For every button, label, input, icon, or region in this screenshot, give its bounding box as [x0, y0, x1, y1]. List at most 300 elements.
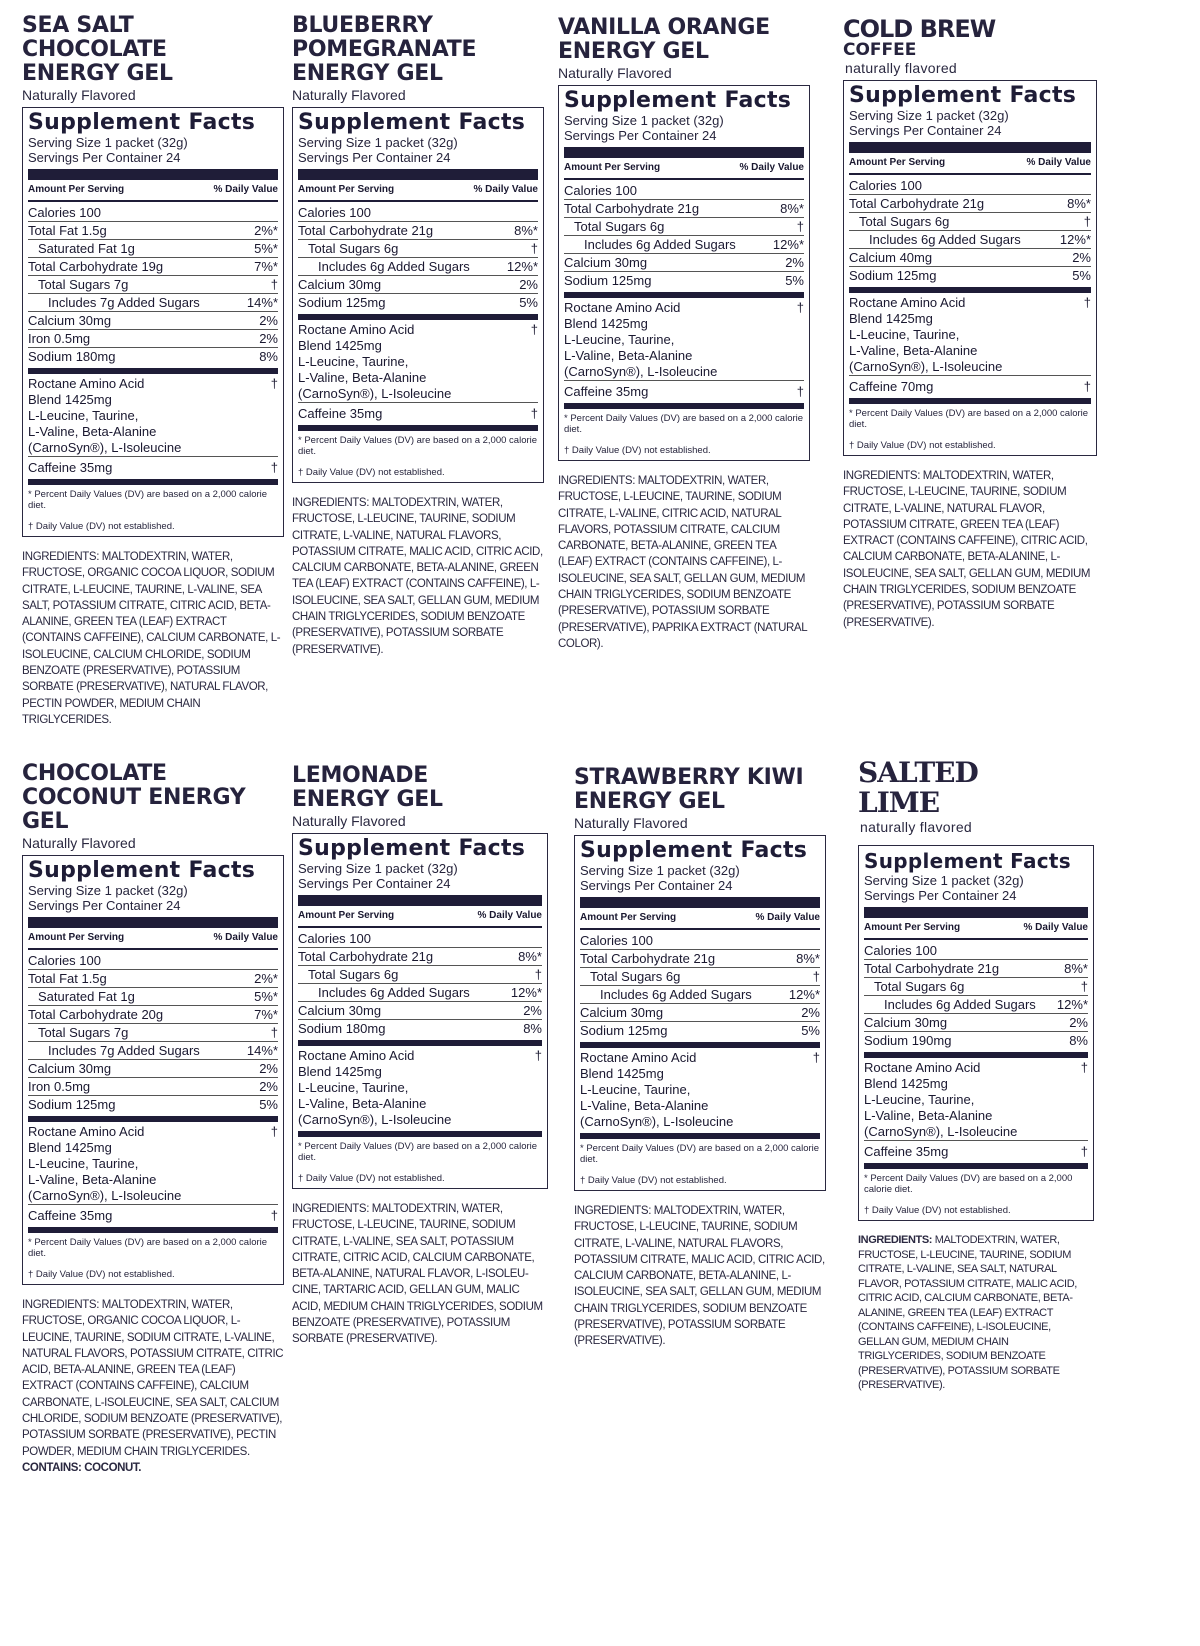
nutrient-dv: 8%* — [1064, 961, 1088, 976]
footnote-dagger: † Daily Value (DV) not established. — [298, 467, 445, 478]
caffeine-row — [28, 456, 278, 476]
blend-text: Roctane Amino Acid Blend 1425mg L-Leucine, Taurine, L-Valine, Beta-Alanine (CarnoSyn®), L-Isoleucine — [864, 1060, 1018, 1139]
footnote-dv: * Percent Daily Values (DV) are based on a 2,000 calorie diet. — [298, 435, 538, 457]
nutrient-label: Iron 0.5mg — [28, 1079, 91, 1094]
serving-size: Serving Size 1 packet (32g) — [864, 873, 1024, 888]
footnote-dagger: † Daily Value (DV) not established. — [580, 1175, 727, 1186]
dv-label: % Daily Value — [1026, 157, 1091, 168]
facts-heading: Supplement Facts — [28, 110, 256, 135]
nutrient-row — [864, 942, 1088, 960]
divider-bar — [864, 1163, 1088, 1169]
divider-bar — [28, 917, 278, 928]
blend-dv: † — [270, 1124, 278, 1139]
nutrient-row — [28, 312, 278, 330]
product-subtitle: Naturally Flavored — [22, 835, 136, 851]
ingredients-text: MALTODEXTRIN, WATER, FRUCTOSE, ORGANIC COCOA LIQUOR, SODIUM CITRATE, L-LEUCINE, TAURINE, L-VALINE, SEA SALT, POTASSIUM CITRATE, CITRIC ACID, BETA-ALANINE, GREEN TEA (LEAF) EXTRACT (CONTAINS CAFFEINE), CALCIUM CARBONATE, L-ISOLEUCINE, CALCIUM CHLORIDE, SODIUM BENZOATE (PRESERVATIVE), POTASSIUM SORBATE (PRESERVATIVE), NATURAL FLAVOR, PECTIN POWDER, MEDIUM CHAIN TRIGLYCERIDES. — [22, 551, 281, 726]
amount-header — [298, 183, 538, 202]
ingredients-lead: INGREDIENTS: — [558, 475, 638, 487]
divider-bar — [580, 1133, 820, 1139]
servings-per-container: Servings Per Container 24 — [28, 898, 181, 913]
divider-bar — [28, 479, 278, 485]
nutrient-label: Total Carbohydrate 21g — [298, 223, 434, 238]
blend-text: Roctane Amino Acid Blend 1425mg L-Leucine, Taurine, L-Valine, Beta-Alanine (CarnoSyn®), L-Isoleucine — [580, 1050, 734, 1129]
nutrient-dv: 8%* — [514, 223, 538, 238]
blend-text: Roctane Amino Acid Blend 1425mg L-Leucine, Taurine, L-Valine, Beta-Alanine (CarnoSyn®), L-Isoleucine — [28, 376, 182, 455]
amino-blend — [864, 1060, 1088, 1140]
nutrient-row — [849, 213, 1091, 231]
supplement-facts-panel — [292, 833, 548, 1189]
servings-per-container: Servings Per Container 24 — [564, 128, 717, 143]
nutrient-row — [28, 1024, 278, 1042]
nutrient-dv: 12%* — [1056, 997, 1088, 1012]
blend-dv: † — [270, 376, 278, 391]
nutrient-row — [28, 294, 278, 312]
amount-label: Amount Per Serving — [28, 184, 125, 195]
nutrient-dv: 2% — [785, 255, 804, 270]
divider-bar — [298, 1131, 542, 1137]
footnote-dagger: † Daily Value (DV) not established. — [298, 1173, 445, 1184]
product-title: COLD BREW — [843, 15, 996, 43]
dv-label: % Daily Value — [213, 932, 278, 943]
serving-size: Serving Size 1 packet (32g) — [849, 108, 1009, 123]
amount-label: Amount Per Serving — [298, 184, 395, 195]
amount-label: Amount Per Serving — [298, 910, 395, 921]
nutrient-dv: † — [530, 241, 538, 256]
nutrient-row — [298, 948, 542, 966]
amino-blend — [28, 1124, 278, 1204]
caffeine-label: Caffeine 35mg — [564, 384, 649, 399]
caffeine-dv: † — [1083, 379, 1091, 394]
product-strawberry-kiwi — [574, 766, 826, 1350]
nutrient-row — [564, 218, 804, 236]
divider-bar — [28, 1227, 278, 1233]
contains-text: CONTAINS: COCONUT. — [22, 1461, 142, 1474]
serving-size: Serving Size 1 packet (32g) — [298, 135, 458, 150]
nutrient-dv: 5% — [785, 273, 804, 288]
servings-per-container: Servings Per Container 24 — [580, 878, 733, 893]
ingredients-lead: INGREDIENTS: — [858, 1234, 935, 1246]
nutrient-label: Includes 6g Added Sugars — [584, 237, 736, 252]
nutrient-dv: 12%* — [510, 985, 542, 1000]
servings-per-container: Servings Per Container 24 — [849, 123, 1002, 138]
caffeine-row — [28, 1204, 278, 1224]
nutrient-label: Sodium 125mg — [564, 273, 652, 288]
divider-bar — [298, 1040, 542, 1046]
nutrient-dv: 8% — [259, 349, 278, 364]
nutrient-row — [28, 1078, 278, 1096]
nutrient-dv: 5% — [259, 1097, 278, 1112]
caffeine-dv: † — [270, 460, 278, 475]
nutrient-dv: 8%* — [518, 949, 542, 964]
nutrient-dv: 5% — [519, 295, 538, 310]
caffeine-row — [864, 1140, 1088, 1160]
nutrient-row — [28, 970, 278, 988]
nutrient-row — [28, 240, 278, 258]
caffeine-label: Caffeine 35mg — [864, 1144, 949, 1159]
product-title: SEA SALT CHOCOLATE ENERGY GEL — [22, 13, 173, 86]
servings-per-container: Servings Per Container 24 — [864, 888, 1017, 903]
nutrient-label: Calcium 30mg — [298, 277, 382, 292]
blend-text: Roctane Amino Acid Blend 1425mg L-Leucine, Taurine, L-Valine, Beta-Alanine (CarnoSyn®), L-Isoleucine — [298, 322, 452, 401]
caffeine-label: Caffeine 35mg — [28, 1208, 113, 1223]
product-subtitle: Naturally Flavored — [292, 813, 406, 829]
nutrient-label: Sodium 125mg — [849, 268, 937, 283]
nutrient-label: Calories 100 — [28, 953, 101, 968]
serving-size: Serving Size 1 packet (32g) — [580, 863, 740, 878]
nutrient-label: Calcium 30mg — [28, 313, 112, 328]
supplement-facts-panel — [858, 845, 1094, 1221]
facts-heading: Supplement Facts — [298, 110, 526, 135]
product-title: LEMONADE ENERGY GEL — [292, 763, 443, 812]
dv-label: % Daily Value — [1023, 922, 1088, 933]
divider-bar — [580, 1042, 820, 1048]
nutrient-dv: † — [270, 1025, 278, 1040]
nutrient-label: Total Carbohydrate 21g — [298, 949, 434, 964]
nutrient-dv: 5% — [801, 1023, 820, 1038]
caffeine-row — [298, 402, 538, 422]
ingredients — [292, 1201, 548, 1348]
nutrient-dv: 2% — [1069, 1015, 1088, 1030]
product-sea-salt-chocolate — [22, 14, 284, 728]
nutrient-dv: 8% — [1069, 1033, 1088, 1048]
nutrient-label: Iron 0.5mg — [28, 331, 91, 346]
footnote-dagger: † Daily Value (DV) not established. — [564, 445, 711, 456]
nutrient-dv: 14%* — [246, 295, 278, 310]
blend-text: Roctane Amino Acid Blend 1425mg L-Leucine, Taurine, L-Valine, Beta-Alanine (CarnoSyn®), L-Isoleucine — [28, 1124, 182, 1203]
servings-per-container: Servings Per Container 24 — [28, 150, 181, 165]
ingredients — [574, 1203, 826, 1350]
nutrient-label: Total Fat 1.5g — [28, 971, 107, 986]
divider-bar — [28, 169, 278, 180]
nutrient-dv: 8%* — [780, 201, 804, 216]
servings-per-container: Servings Per Container 24 — [298, 150, 451, 165]
blend-dv: † — [1080, 1060, 1088, 1075]
nutrient-dv: † — [812, 969, 820, 984]
divider-bar — [864, 907, 1088, 918]
product-title: BLUEBERRY POMEGRANATE ENERGY GEL — [292, 13, 477, 86]
nutrient-row — [580, 932, 820, 950]
footnote-dagger: † Daily Value (DV) not established. — [28, 1269, 175, 1280]
nutrient-dv: 7%* — [254, 259, 278, 274]
product-lemonade — [292, 764, 548, 1348]
amino-blend — [564, 300, 804, 380]
amount-header — [28, 931, 278, 950]
nutrient-label: Sodium 180mg — [28, 349, 116, 364]
nutrient-row — [28, 330, 278, 348]
nutrient-label: Total Sugars 6g — [874, 979, 965, 994]
supplement-facts-panel — [292, 107, 544, 483]
nutrient-dv: † — [534, 967, 542, 982]
nutrient-dv: 2% — [259, 1061, 278, 1076]
nutrient-label: Total Sugars 6g — [590, 969, 681, 984]
supplement-facts-panel — [558, 85, 810, 461]
nutrient-row — [564, 254, 804, 272]
nutrient-label: Total Carbohydrate 21g — [564, 201, 700, 216]
footnote-dv: * Percent Daily Values (DV) are based on a 2,000 calorie diet. — [28, 1237, 268, 1259]
amount-header — [849, 156, 1091, 175]
dv-label: % Daily Value — [473, 184, 538, 195]
nutrient-row — [864, 1032, 1088, 1049]
product-vanilla-orange — [558, 16, 810, 652]
nutrient-label: Calories 100 — [298, 205, 371, 220]
nutrient-dv: 2% — [259, 331, 278, 346]
product-subtitle: naturally flavored — [860, 819, 973, 835]
nutrient-label: Calories 100 — [864, 943, 937, 958]
nutrient-row — [849, 249, 1091, 267]
divider-bar — [564, 292, 804, 298]
nutrient-label: Sodium 190mg — [864, 1033, 952, 1048]
ingredients — [558, 473, 810, 652]
amino-blend — [28, 376, 278, 456]
nutrient-row — [564, 200, 804, 218]
nutrient-label: Includes 6g Added Sugars — [869, 232, 1021, 247]
ingredients — [22, 549, 284, 728]
nutrient-label: Calories 100 — [580, 933, 653, 948]
nutrient-row — [28, 222, 278, 240]
ingredients-text: MALTODEXTRIN, WATER, FRUCTOSE, L-LEUCINE, TAURINE, SODIUM CITRATE, L-VALINE, SEA SALT, POTASSIUM CITRATE, CITRIC ACID, CALCIUM CARBONATE, BETA-ALANINE, NATURAL FLAVOR, L-ISOLEU-CINE, TARTARIC ACID, GELLAN GUM, MALIC ACID, MEDIUM CHAIN TRIGLYCERIDES, SODIUM BENZOATE (PRESERVATIVE), POTASSIUM SORBATE (PRESERVATIVE). — [292, 1203, 543, 1346]
divider-bar — [28, 368, 278, 374]
dv-label: % Daily Value — [213, 184, 278, 195]
nutrient-label: Calcium 30mg — [564, 255, 648, 270]
footnote-dv: * Percent Daily Values (DV) are based on a 2,000 calorie diet. — [28, 489, 268, 511]
nutrient-dv: † — [1083, 214, 1091, 229]
amount-label: Amount Per Serving — [564, 162, 661, 173]
nutrient-dv: 12%* — [772, 237, 804, 252]
nutrient-row — [298, 258, 538, 276]
dv-label: % Daily Value — [755, 912, 820, 923]
nutrient-label: Calcium 30mg — [580, 1005, 664, 1020]
facts-heading: Supplement Facts — [28, 858, 256, 883]
divider-bar — [849, 287, 1091, 293]
nutrient-label: Calories 100 — [564, 183, 637, 198]
nutrient-row — [564, 272, 804, 289]
ingredients-lead: INGREDIENTS: — [574, 1205, 654, 1217]
product-subtitle: Naturally Flavored — [292, 87, 406, 103]
ingredients-text: MALTODEXTRIN, WATER, FRUCTOSE, L-LEUCINE, TAURINE, SODIUM CITRATE, L-VALINE, NATURAL FLAVORS, POTASSIUM CITRATE, MALIC ACID, CITRIC ACID, CALCIUM CARBONATE, BETA-ALANINE, GREEN TEA (LEAF) EXTRACT (CONTAINS CAFFEINE), L-ISOLEUCINE, SEA SALT, GELLAN GUM, MEDIUM CHAIN TRIGLYCERIDES, SODIUM BENZOATE (PRESERVATIVE), POTASSIUM SORBATE (PRESERVATIVE). — [292, 497, 543, 656]
nutrient-label: Total Carbohydrate 20g — [28, 1007, 164, 1022]
nutrient-label: Sodium 125mg — [580, 1023, 668, 1038]
nutrient-dv: 2% — [1072, 250, 1091, 265]
blend-dv: † — [796, 300, 804, 315]
nutrient-row — [298, 930, 542, 948]
supplement-facts-panel — [22, 107, 284, 537]
product-subtitle: Naturally Flavored — [558, 65, 672, 81]
nutrient-label: Includes 6g Added Sugars — [318, 259, 470, 274]
product-subtitle: naturally flavored — [845, 60, 958, 76]
product-subtitle: Naturally Flavored — [22, 87, 136, 103]
caffeine-label: Caffeine 35mg — [298, 406, 383, 421]
ingredients — [22, 1297, 284, 1476]
nutrient-row — [28, 348, 278, 365]
product-title: STRAWBERRY KIWI ENERGY GEL — [574, 765, 804, 814]
nutrient-label: Calories 100 — [849, 178, 922, 193]
nutrient-dv: 12%* — [506, 259, 538, 274]
footnote-dv: * Percent Daily Values (DV) are based on a 2,000 calorie diet. — [849, 408, 1089, 430]
nutrient-row — [564, 236, 804, 254]
nutrient-row — [298, 222, 538, 240]
nutrient-row — [864, 960, 1088, 978]
nutrient-label: Total Sugars 6g — [308, 241, 399, 256]
ingredients-lead: INGREDIENTS: — [843, 470, 923, 482]
ingredients-text: MALTODEXTRIN, WATER, FRUCTOSE, L-LEUCINE, TAURINE, SODIUM CITRATE, L-VALINE, NATURAL FLAVOR, POTASSIUM CITRATE, GREEN TEA (LEAF) EXTRACT (CONTAINS CAFFEINE), CITRIC ACID, CALCIUM CARBONATE, BETA-ALANINE, L-ISOLEUCINE, SEA SALT, GELLAN GUM, MEDIUM CHAIN TRIGLYCERIDES, SODIUM BENZOATE (PRESERVATIVE), POTASSIUM SORBATE (PRESERVATIVE). — [843, 470, 1091, 629]
nutrient-label: Includes 7g Added Sugars — [48, 295, 200, 310]
nutrient-row — [580, 986, 820, 1004]
nutrient-row — [298, 276, 538, 294]
nutrient-row — [28, 1060, 278, 1078]
nutrient-dv: 5%* — [254, 241, 278, 256]
divider-bar — [298, 895, 542, 906]
dv-label: % Daily Value — [739, 162, 804, 173]
nutrient-label: Total Sugars 7g — [38, 1025, 129, 1040]
amount-header — [580, 911, 820, 930]
amino-blend — [298, 1048, 542, 1128]
nutrient-dv: 12%* — [1059, 232, 1091, 247]
caffeine-dv: † — [530, 406, 538, 421]
facts-heading: Supplement Facts — [298, 836, 526, 861]
nutrient-label: Sodium 180mg — [298, 1021, 386, 1036]
blend-text: Roctane Amino Acid Blend 1425mg L-Leucine, Taurine, L-Valine, Beta-Alanine (CarnoSyn®), L-Isoleucine — [564, 300, 718, 379]
nutrient-label: Total Fat 1.5g — [28, 223, 107, 238]
nutrient-dv: 14%* — [246, 1043, 278, 1058]
amount-header — [28, 183, 278, 202]
nutrient-label: Total Carbohydrate 21g — [864, 961, 1000, 976]
footnote-dagger: † Daily Value (DV) not established. — [849, 440, 996, 451]
serving-size: Serving Size 1 packet (32g) — [28, 883, 188, 898]
amino-blend — [580, 1050, 820, 1130]
nutrient-label: Calories 100 — [298, 931, 371, 946]
product-chocolate-coconut — [22, 762, 284, 1476]
nutrient-dv: 2% — [801, 1005, 820, 1020]
footnote-dv: * Percent Daily Values (DV) are based on a 2,000 calorie diet. — [298, 1141, 538, 1163]
nutrient-label: Saturated Fat 1g — [38, 241, 135, 256]
serving-size: Serving Size 1 packet (32g) — [564, 113, 724, 128]
amount-header — [864, 921, 1088, 940]
supplement-facts-panel — [574, 835, 826, 1191]
product-title: VANILLA ORANGE ENERGY GEL — [558, 15, 770, 64]
dv-label: % Daily Value — [477, 910, 542, 921]
nutrient-row — [849, 177, 1091, 195]
product-subtitle: Naturally Flavored — [574, 815, 688, 831]
nutrient-dv: 2%* — [254, 971, 278, 986]
caffeine-label: Caffeine 70mg — [849, 379, 934, 394]
ingredients-text: MALTODEXTRIN, WATER, FRUCTOSE, L-LEUCINE, TAURINE, SODIUM CITRATE, L-VALINE, SEA SALT, NATURAL FLAVOR, POTASSIUM CITRATE, MALIC ACID, CITRIC ACID, CALCIUM CARBONATE, BETA-ALANINE, GREEN TEA (LEAF) EXTRACT (CONTAINS CAFFEINE), L-ISOLEUCINE, GELLAN GUM, MEDIUM CHAIN TRIGLYCERIDES, SODIUM BENZOATE (PRESERVATIVE), POTASSIUM SORBATE (PRESERVATIVE). — [858, 1234, 1077, 1391]
ingredients — [858, 1233, 1094, 1393]
nutrient-row — [849, 231, 1091, 249]
blend-text: Roctane Amino Acid Blend 1425mg L-Leucine, Taurine, L-Valine, Beta-Alanine (CarnoSyn®), L-Isoleucine — [298, 1048, 452, 1127]
nutrient-label: Total Sugars 6g — [574, 219, 665, 234]
blend-dv: † — [1083, 295, 1091, 310]
nutrient-dv: 12%* — [788, 987, 820, 1002]
nutrient-label: Calcium 30mg — [864, 1015, 948, 1030]
nutrient-row — [298, 294, 538, 311]
divider-bar — [849, 398, 1091, 404]
nutrient-label: Total Carbohydrate 19g — [28, 259, 164, 274]
supplement-facts-panel — [22, 855, 284, 1285]
nutrient-row — [849, 195, 1091, 213]
caffeine-dv: † — [796, 384, 804, 399]
nutrient-dv: 2% — [523, 1003, 542, 1018]
serving-size: Serving Size 1 packet (32g) — [298, 861, 458, 876]
divider-bar — [580, 897, 820, 908]
nutrient-row — [28, 276, 278, 294]
nutrient-row — [28, 1006, 278, 1024]
nutrient-dv: 2% — [259, 313, 278, 328]
nutrient-row — [298, 984, 542, 1002]
nutrient-row — [298, 1002, 542, 1020]
nutrient-dv: 5% — [1072, 268, 1091, 283]
nutrient-label: Sodium 125mg — [28, 1097, 116, 1112]
nutrient-dv: † — [796, 219, 804, 234]
nutrient-label: Calories 100 — [28, 205, 101, 220]
ingredients-text: MALTODEXTRIN, WATER, FRUCTOSE, L-LEUCINE, TAURINE, SODIUM CITRATE, L-VALINE, CITRIC ACID, NATURAL FLAVORS, POTASSIUM CITRATE, CALCIUM CARBONATE, BETA-ALANINE, GREEN TEA (LEAF) EXTRACT (CONTAINS CAFFEINE), L-ISOLEUCINE, SEA SALT, GELLAN GUM, MEDIUM CHAIN TRIGLYCERIDES, SODIUM BENZOATE (PRESERVATIVE), POTASSIUM SORBATE (PRESERVATIVE), PAPRIKA EXTRACT (NATURAL COLOR). — [558, 475, 807, 650]
ingredients — [292, 495, 544, 658]
facts-heading: Supplement Facts — [564, 88, 792, 113]
ingredients-text: MALTODEXTRIN, WATER, FRUCTOSE, L-LEUCINE, TAURINE, SODIUM CITRATE, L-VALINE, NATURAL FLAVORS, POTASSIUM CITRATE, MALIC ACID, CITRIC ACID, CALCIUM CARBONATE, BETA-ALANINE, L-ISOLEUCINE, SEA SALT, GELLAN GUM, MEDIUM CHAIN TRIGLYCERIDES, SODIUM BENZOATE (PRESERVATIVE), POTASSIUM SORBATE (PRESERVATIVE). — [574, 1205, 825, 1348]
nutrient-dv: 2%* — [254, 223, 278, 238]
amount-header — [298, 909, 542, 928]
nutrient-row — [298, 240, 538, 258]
divider-bar — [564, 403, 804, 409]
servings-per-container: Servings Per Container 24 — [298, 876, 451, 891]
blend-dv: † — [812, 1050, 820, 1065]
nutrient-dv: † — [270, 277, 278, 292]
amount-header — [564, 161, 804, 180]
product-salted-lime — [858, 758, 1094, 1393]
nutrient-label: Total Sugars 6g — [859, 214, 950, 229]
nutrient-label: Includes 6g Added Sugars — [600, 987, 752, 1002]
nutrient-row — [864, 996, 1088, 1014]
nutrient-row — [28, 952, 278, 970]
nutrient-label: Includes 6g Added Sugars — [318, 985, 470, 1000]
amount-label: Amount Per Serving — [28, 932, 125, 943]
divider-bar — [28, 1116, 278, 1122]
product-blueberry-pomegranate — [292, 14, 544, 658]
footnote-dv: * Percent Daily Values (DV) are based on a 2,000 calorie diet. — [864, 1173, 1073, 1195]
nutrient-row — [298, 204, 538, 222]
nutrient-dv: 8%* — [796, 951, 820, 966]
nutrient-row — [564, 182, 804, 200]
nutrient-label: Total Sugars 6g — [308, 967, 399, 982]
nutrient-label: Total Carbohydrate 21g — [849, 196, 985, 211]
divider-bar — [564, 147, 804, 158]
nutrient-dv: 7%* — [254, 1007, 278, 1022]
footnote-dv: * Percent Daily Values (DV) are based on a 2,000 calorie diet. — [580, 1143, 820, 1165]
nutrient-row — [864, 1014, 1088, 1032]
nutrient-dv: 2% — [519, 277, 538, 292]
ingredients — [843, 468, 1097, 631]
divider-bar — [298, 169, 538, 180]
nutrient-row — [298, 966, 542, 984]
nutrient-row — [28, 1042, 278, 1060]
nutrient-row — [28, 258, 278, 276]
divider-bar — [298, 425, 538, 431]
nutrient-label: Total Carbohydrate 21g — [580, 951, 716, 966]
facts-heading: Supplement Facts — [864, 849, 1071, 873]
nutrient-row — [580, 950, 820, 968]
nutrient-row — [864, 978, 1088, 996]
footnote-dv: * Percent Daily Values (DV) are based on a 2,000 calorie diet. — [564, 413, 804, 435]
product-title: SALTED LIME — [858, 756, 978, 819]
caffeine-dv: † — [270, 1208, 278, 1223]
nutrient-row — [28, 204, 278, 222]
product-brand: COFFEE — [843, 40, 917, 60]
caffeine-row — [849, 375, 1091, 395]
nutrient-dv: 2% — [259, 1079, 278, 1094]
nutrient-label: Calcium 40mg — [849, 250, 933, 265]
serving-size: Serving Size 1 packet (32g) — [28, 135, 188, 150]
nutrient-dv: 8% — [523, 1021, 542, 1036]
amount-label: Amount Per Serving — [864, 922, 961, 933]
